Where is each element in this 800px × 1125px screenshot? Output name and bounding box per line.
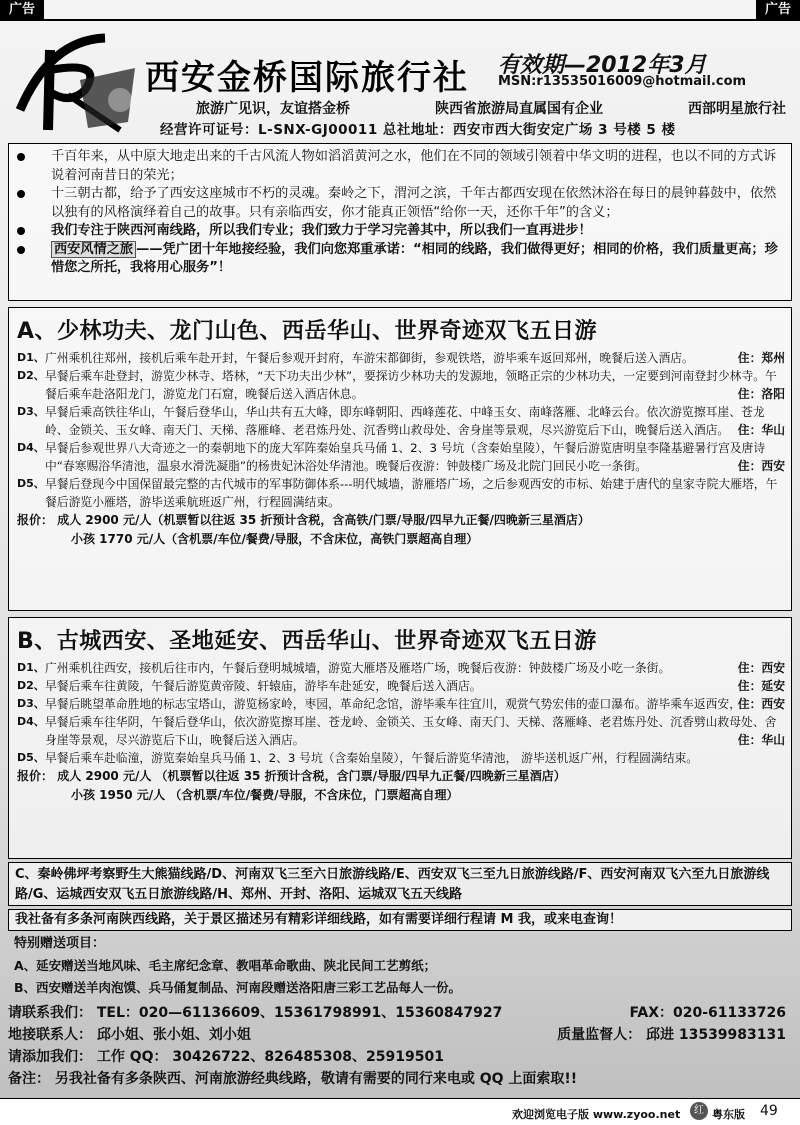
top-rule bbox=[0, 19, 800, 21]
footer bbox=[0, 1098, 800, 1125]
fax: FAX：020-61133726 bbox=[629, 1005, 786, 1021]
slogan-2: 陕西省旅游局直属国有企业 bbox=[435, 101, 603, 117]
price-adult: 报价： 成人 2900 元/人（机票暂以往返 35 折预计含税，含高铁/门票/导服/四早九正餐/四晚新三星酒店） bbox=[17, 513, 590, 527]
day-item: D2、 早餐后乘车往黄陵，午餐后游览黄帝陵、轩辕庙，游毕车赴延安，晚餐后送入酒店。 住：延安 bbox=[17, 679, 785, 693]
intro-item: 我们专注于陕西河南线路，所以我们专业；我们致力于学习完善其中，所以我们一直再进步！ bbox=[17, 222, 783, 241]
bullet-icon bbox=[17, 246, 25, 254]
price-child: 小孩 1950 元/人 （含机票/车位/餐费/导服，不含床位，门票超高自理） bbox=[71, 788, 459, 802]
msn-contact: MSN:r13535016009@hotmail.com bbox=[498, 74, 747, 89]
bullet-icon bbox=[17, 153, 25, 161]
intro-item: 十三朝古都，给予了西安这座城市不朽的灵魂。秦岭之下，渭河之滨，千年古都西安现在依然沐浴在每日的晨钟暮鼓中，依然以独有的风格演绎着自己的故事。只有亲临西安，你才能真正领悟“给你一天，还你千年”的含义； bbox=[17, 185, 783, 222]
contact-row bbox=[8, 1024, 792, 1046]
day-item: D4、 早餐后乘车往华阴，午餐后登华山，依次游览擦耳崖、苍龙岭、金锁关、玉女峰、南天门、天梯、落雁峰、老君炼丹处、沉香劈山救母处、舍身崖等景观，尽兴游览后下山，晚餐后送入酒店。 住：华山 bbox=[17, 715, 785, 747]
day-item: D4、 早餐后参观世界八大奇迹之一的秦朝地下的庞大军阵秦始皇兵马俑 1、2、3 号坑（含秦始皇陵），午餐后游览唐明皇李隆基避暑行宫及唐诗中“春寒赐浴华清池，温泉水滑洗凝脂”的杨贵妃沐浴处华清池。晚餐后夜游：钟鼓楼广场及北院门回民小吃一条街。 住：西安 bbox=[17, 441, 785, 473]
stay-label: 住：西安 bbox=[737, 661, 785, 675]
notice: 我社备有多条河南陕西线路，关于景区描述另有精彩详细线路，如有需要详细行程请 M 我，或来电查询！ bbox=[8, 909, 792, 931]
contact-people: 地接联系人： 邱小姐、张小姐、刘小姐 bbox=[8, 1027, 251, 1043]
ad-label-right: 广告 bbox=[756, 0, 800, 20]
other-routes: C、秦岭佛坪考察野生大熊猫线路/D、河南双飞三至六日旅游线路/E、西安双飞三至九日旅游线路/F、西安河南双飞六至九日旅游线路/G、运城西安双飞五日旅游线路/H、郑州、开封、洛阳、运城双飞五天线路 bbox=[8, 862, 792, 906]
slogan-1: 旅游广见识，友谊搭金桥 bbox=[196, 101, 350, 117]
day-item: D2、 早餐后乘车赴登封，游览少林寺、塔林，“天下功夫出少林”，要探访少林功夫的发源地，领略正宗的少林功夫，一定要到河南登封少林寺。午餐后乘车赴洛阳龙门，游览龙门石窟，晚餐后送入酒店休息。 住：洛阳 bbox=[17, 369, 785, 401]
day-item: D5、 早餐后乘车赴临潼，游览秦始皇兵马俑 1、2、3 号坑（含秦始皇陵），午餐后游览华清池， 游毕送机返广州，行程圆满结束。 bbox=[17, 751, 699, 765]
day-item: D1、 广州乘机往西安，接机后往市内，午餐后登明城城墙，游览大雁塔及雁塔广场，晚餐后夜游：钟鼓楼广场及小吃一条街。 住：西安 bbox=[17, 661, 785, 675]
contacts bbox=[8, 1002, 792, 1090]
slogan-3: 西部明星旅行社 bbox=[688, 101, 786, 117]
footer-site: 欢迎浏览电子版 www.zyoo.net bbox=[512, 1108, 681, 1121]
gifts bbox=[8, 933, 792, 1003]
day-item: D3、 早餐后眺望革命胜地的标志宝塔山，游览杨家岭，枣园，革命纪念馆，游毕乘车往宜川，观赏气势宏伟的壶口瀑布。游毕乘车返西安， 住：西安 bbox=[17, 697, 785, 711]
quality-supervisor: 质量监督人： 邱进 13539983131 bbox=[557, 1027, 786, 1043]
gift-a: A、延安赠送当地风味、毛主席纪念章、教唱革命歌曲、陕北民间工艺剪纸； bbox=[14, 958, 437, 973]
company-name: 西安金桥国际旅行社 bbox=[145, 58, 469, 98]
ad-label-left: 广告 bbox=[0, 0, 44, 20]
itinerary-a-title: A、少林功夫、龙门山色、西岳华山、世界奇迹双飞五日游 bbox=[17, 319, 598, 344]
itinerary-b bbox=[8, 617, 792, 859]
day-item: D5、 早餐后登现今中国保留最完整的古代城市的军事防御体系---明代城墙，游雁塔广场，之后参观西安的市标、始建于唐代的皇家寺院大雁塔，午餐后游览小雁塔，游毕送乘航班返广州，行程圆满结束。 bbox=[17, 477, 778, 509]
contact-row bbox=[8, 1068, 792, 1090]
slogans bbox=[196, 98, 786, 118]
stay-label: 住：洛阳 bbox=[737, 387, 785, 401]
qq-contacts: 请添加我们： 工作 QQ： 30426722、826485308、25919501 bbox=[8, 1049, 444, 1065]
contact-row bbox=[8, 1002, 792, 1024]
highlight-tag: 西安风情之旅 bbox=[51, 241, 136, 258]
intro-box bbox=[8, 143, 792, 301]
stay-label: 住：延安 bbox=[737, 679, 785, 693]
day-item: D1、 广州乘机往郑州，接机后乘车赴开封，午餐后参观开封府，车游宋都御街，参观铁塔，游毕乘车返回郑州，晚餐后送入酒店。 住：郑州 bbox=[17, 351, 785, 365]
itinerary-a bbox=[8, 307, 792, 611]
day-item: D3、 早餐后乘高铁往华山，午餐后登华山，华山共有五大峰，即东峰朝阳、西峰莲花、中峰玉女、南峰落雁、北峰云台。依次游览擦耳崖、苍龙岭、金锁关、玉女峰、南天门、天梯、落雁峰、老君炼丹处、沉香劈山救母处、舍身崖等景观，尽兴游览后下山，晚餐后送入酒店。 住：华山 bbox=[17, 405, 785, 437]
license-address: 经营许可证号：L-SNX-GJ00011 总社地址：西安市西大街安定广场 3 号楼 5 楼 bbox=[160, 122, 676, 138]
footer-edition: 粤东版 bbox=[712, 1108, 745, 1121]
remark: 备注： 另我社备有多条陕西、河南旅游经典线路，敬请有需要的同行来电或 QQ 上面索取!! bbox=[8, 1071, 578, 1087]
intro-item: 千百年来，从中原大地走出来的千古风流人物如滔滔黄河之水，他们在不同的领域引领着中华文明的进程，也以不同的方式诉说着河南昔日的荣光； bbox=[17, 148, 783, 185]
stay-label: 住：西安 bbox=[737, 459, 785, 473]
itinerary-b-title: B、古城西安、圣地延安、西岳华山、世界奇迹双飞五日游 bbox=[17, 629, 597, 654]
header bbox=[0, 22, 800, 140]
stay-label: 住：郑州 bbox=[737, 351, 785, 365]
stay-label: 住：西安 bbox=[737, 697, 785, 711]
gift-b: B、西安赠送羊肉泡馍、兵马俑复制品、河南段赠送洛阳唐三彩工艺品每人一份。 bbox=[14, 980, 462, 995]
page-number: 49 bbox=[760, 1103, 778, 1119]
stay-label: 住：华山 bbox=[737, 733, 785, 747]
validity-date: 有效期—2012年3月 bbox=[498, 53, 707, 78]
contact-row bbox=[8, 1046, 792, 1068]
price-child: 小孩 1770 元/人（含机票/车位/餐费/导服，不含床位，高铁门票超高自理） bbox=[71, 532, 479, 546]
bullet-icon bbox=[17, 190, 25, 198]
gifts-title: 特别赠送项目： bbox=[14, 936, 106, 951]
footer-badge-icon: 红 bbox=[690, 1102, 708, 1120]
tel: 请联系我们： TEL：020—61136609、15361798991、15360847927 bbox=[8, 1005, 503, 1021]
stay-label: 住：华山 bbox=[737, 423, 785, 437]
intro-item: 西安风情之旅 ——凭广团十年地接经验，我们向您郑重承诺：“相同的线路，我们做得更好；相同的价格，我们质量更高；珍惜您之所托，我将用心服务”！ bbox=[17, 241, 783, 278]
price-adult: 报价： 成人 2900 元/人 （机票暂以往返 35 折预计含税，含门票/导服/四早九正餐/四晚新三星酒店） bbox=[17, 769, 566, 783]
bullet-icon bbox=[17, 227, 25, 235]
company-logo-icon bbox=[10, 30, 140, 140]
